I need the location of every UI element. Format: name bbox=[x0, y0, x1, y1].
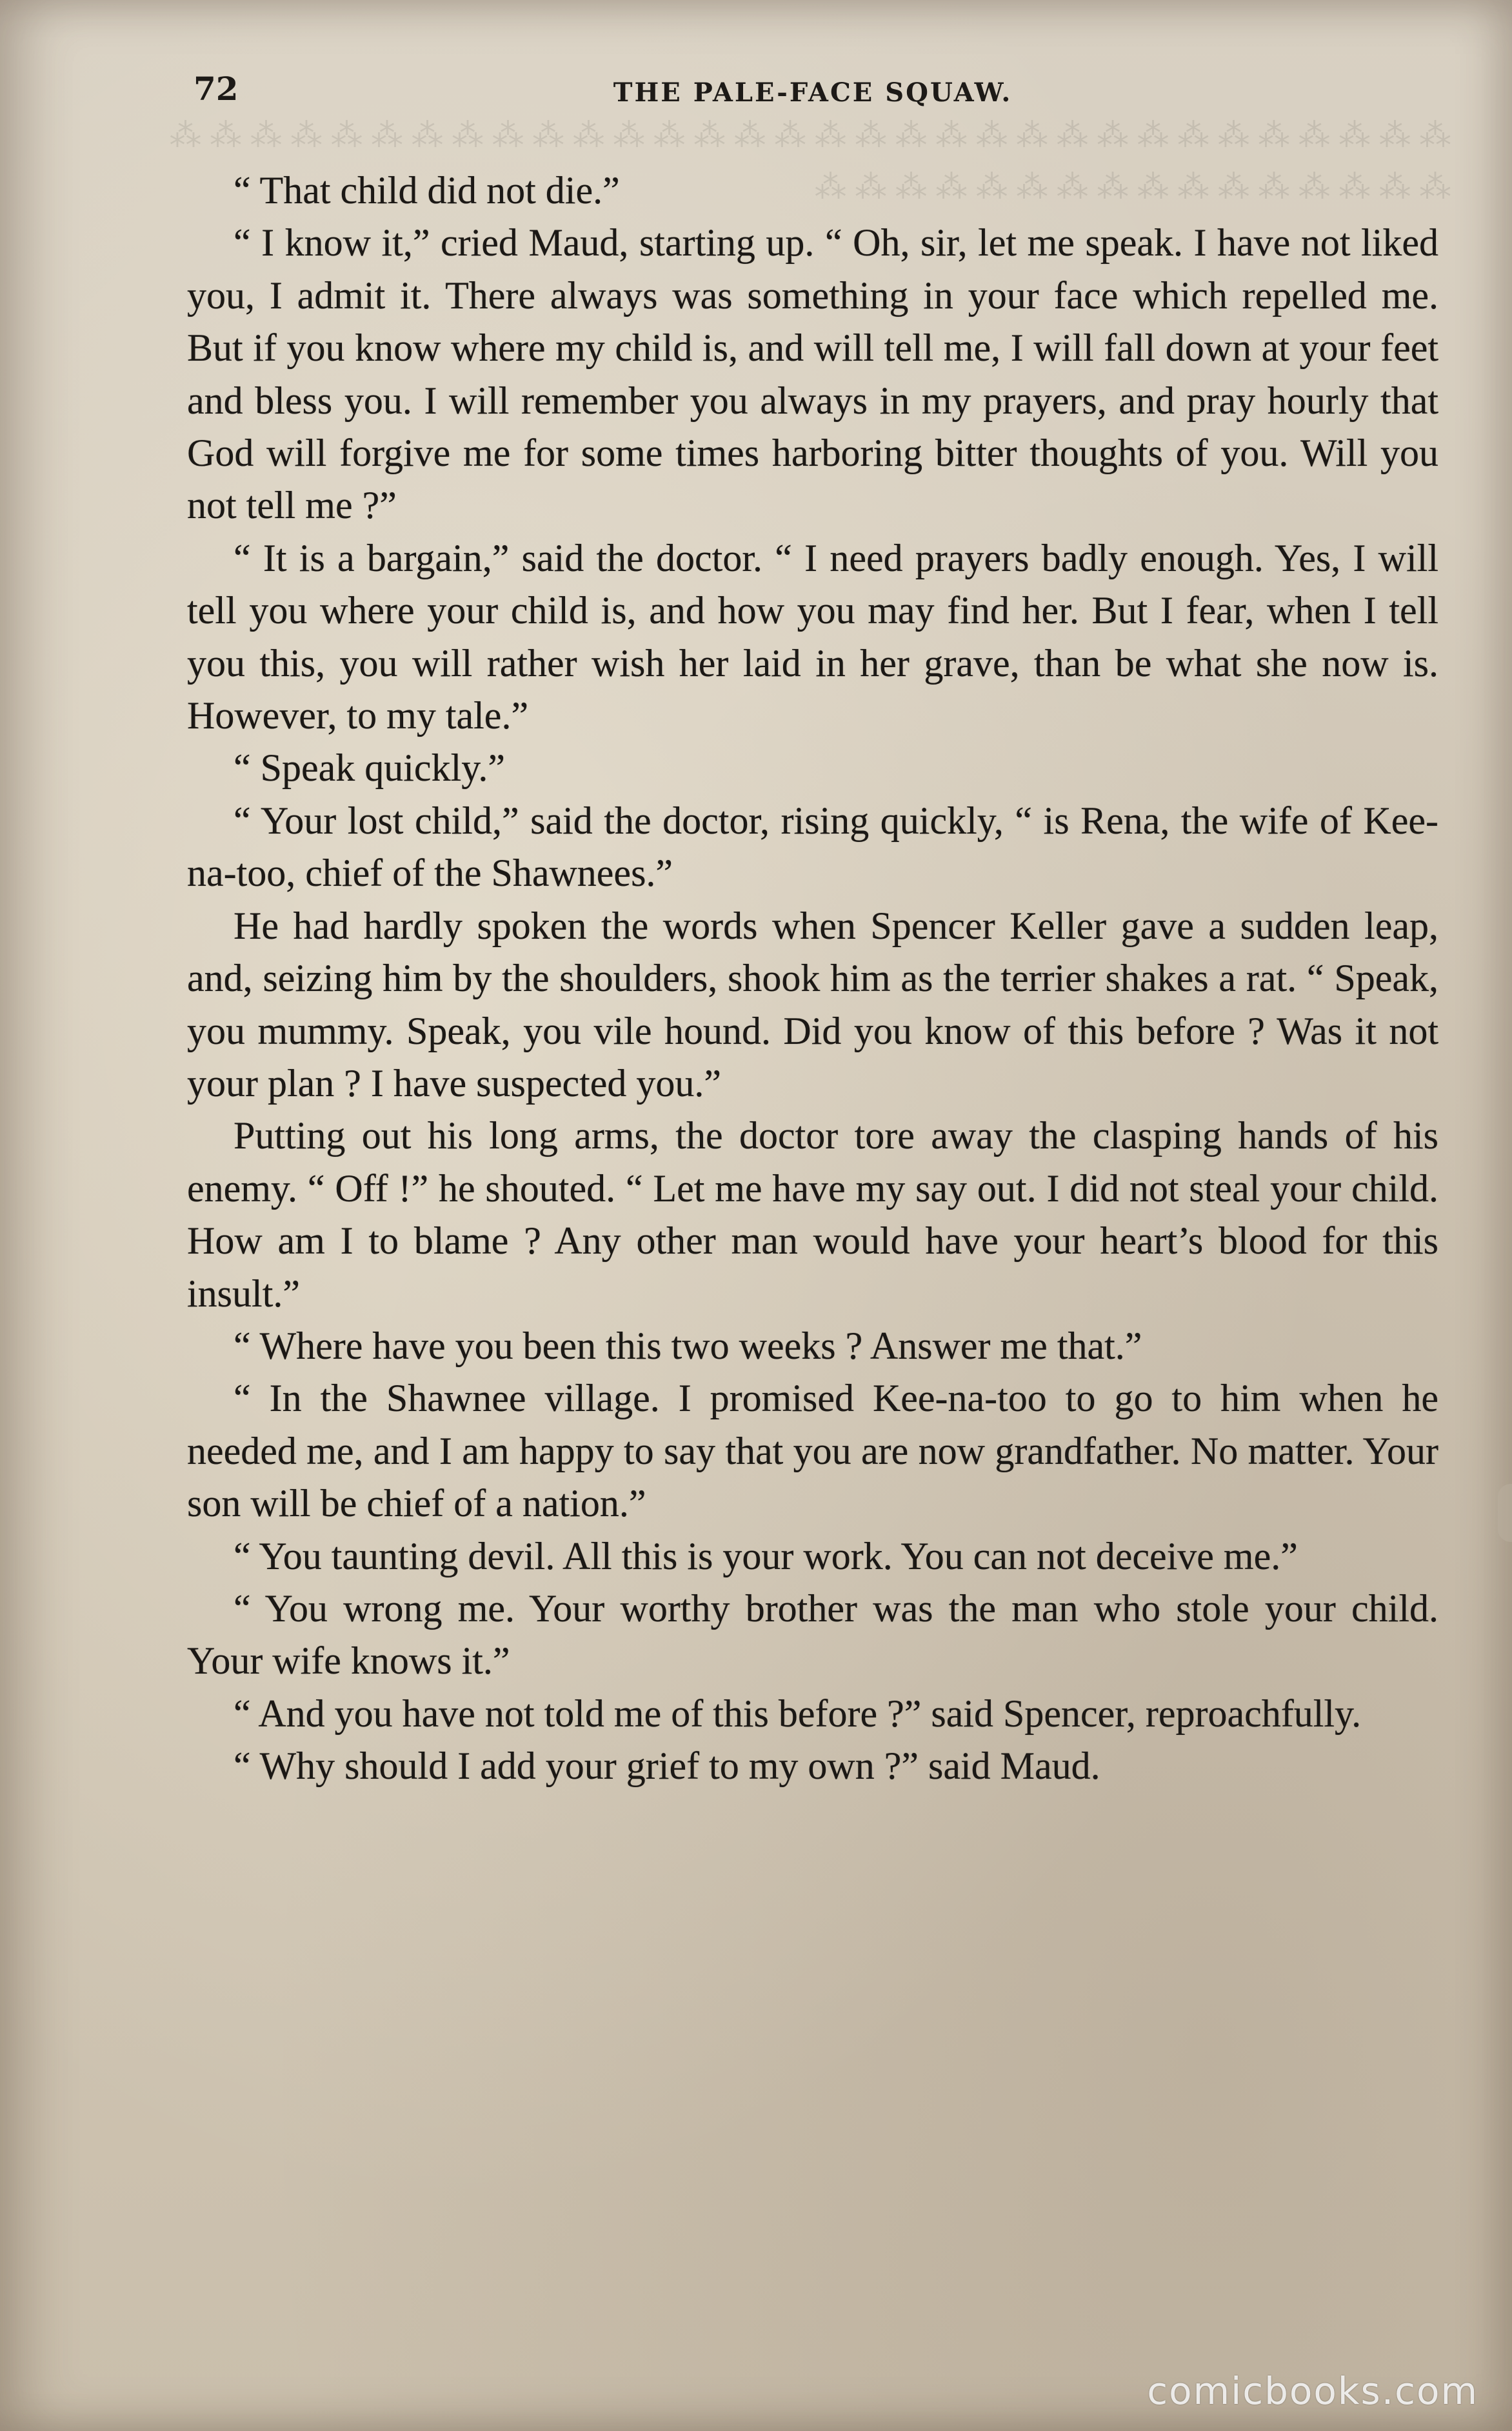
paragraph: “ Where have you been this two weeks ? Answer me that.” bbox=[234, 1324, 1142, 1367]
paragraph: Putting out his long arms, the doctor tore away the clasping hands of his enemy. “ Off !” he shouted. “ Let me have my say out. I did not steal your child. How am I to blame ? Any other man would have your heart’s blood for this insult.” bbox=[187, 1114, 1438, 1315]
paragraph: “ Why should I add your grief to my own ?” said Maud. bbox=[234, 1745, 1100, 1788]
body-text bbox=[187, 165, 1438, 1793]
paragraph: “ Speak quickly.” bbox=[234, 746, 505, 790]
paragraph: “ It is a bargain,” said the doctor. “ I need prayers badly enough. Yes, I will tell you where your child is, and how you may find her. But I fear, when I tell you this, you will rather wish her laid in her grave, than be what she now is. However, to my tale.” bbox=[187, 536, 1438, 737]
paragraph: “ And you have not told me of this before ?” said Spencer, reproachfully. bbox=[234, 1692, 1362, 1735]
paragraph: “ I know it,” cried Maud, starting up. “ Oh, sir, let me speak. I have not liked you, I admit it. There always was something in your face which repelled me. But if you know where my child is, and will tell me, I will fall down at your feet and bless you. I will remember you always in my prayers, and pray hourly that God will forgive me for some times harboring bitter thoughts of you. Will you not tell me ?” bbox=[187, 221, 1438, 527]
page-edge-tear bbox=[1498, 1484, 1512, 1542]
paragraph: “ You wrong me. Your worthy brother was the man who stole your child. Your wife knows it.” bbox=[187, 1586, 1438, 1683]
running-title: THE PALE-FACE SQUAW. bbox=[613, 77, 1013, 108]
paragraph: “ You taunting devil. All this is your work. You can not deceive me.” bbox=[234, 1534, 1298, 1577]
paragraph: “ That child did not die.” bbox=[234, 169, 620, 212]
paragraph: He had hardly spoken the words when Spencer Keller gave a sudden leap, and, seizing him by the shoulders, shook him as the terrier shakes a rat. “ Speak, you mummy. Speak, you vile hound. Did you know of this before ? Was it not your plan ? I have suspected you.” bbox=[187, 904, 1438, 1105]
show-through-texture: ⁂ ⁂ ⁂ ⁂ ⁂ ⁂ ⁂ ⁂ ⁂ ⁂ ⁂ ⁂ ⁂ ⁂ ⁂ ⁂ ⁂ ⁂ ⁂ ⁂ ⁂ ⁂ ⁂ ⁂ ⁂ ⁂ ⁂ ⁂ ⁂ ⁂ ⁂ ⁂ ⁂ ⁂ ⁂ ⁂ ⁂ ⁂ ⁂ ⁂ ⁂ ⁂ ⁂ ⁂ ⁂ ⁂ ⁂ ⁂ bbox=[169, 117, 1451, 205]
paragraph: “ Your lost child,” said the doctor, rising quickly, “ is Rena, the wife of Kee-na-too, chief of the Shawnees.” bbox=[187, 799, 1438, 895]
page-number: 72 bbox=[194, 70, 239, 108]
watermark: comicbooks.com bbox=[1147, 2369, 1478, 2413]
paragraph: “ In the Shawnee village. I promised Kee-na-too to go to him when he needed me, and I am happy to say that you are now grandfather. No matter. Your son will be chief of a nation.” bbox=[187, 1377, 1438, 1525]
running-head bbox=[187, 70, 1438, 121]
